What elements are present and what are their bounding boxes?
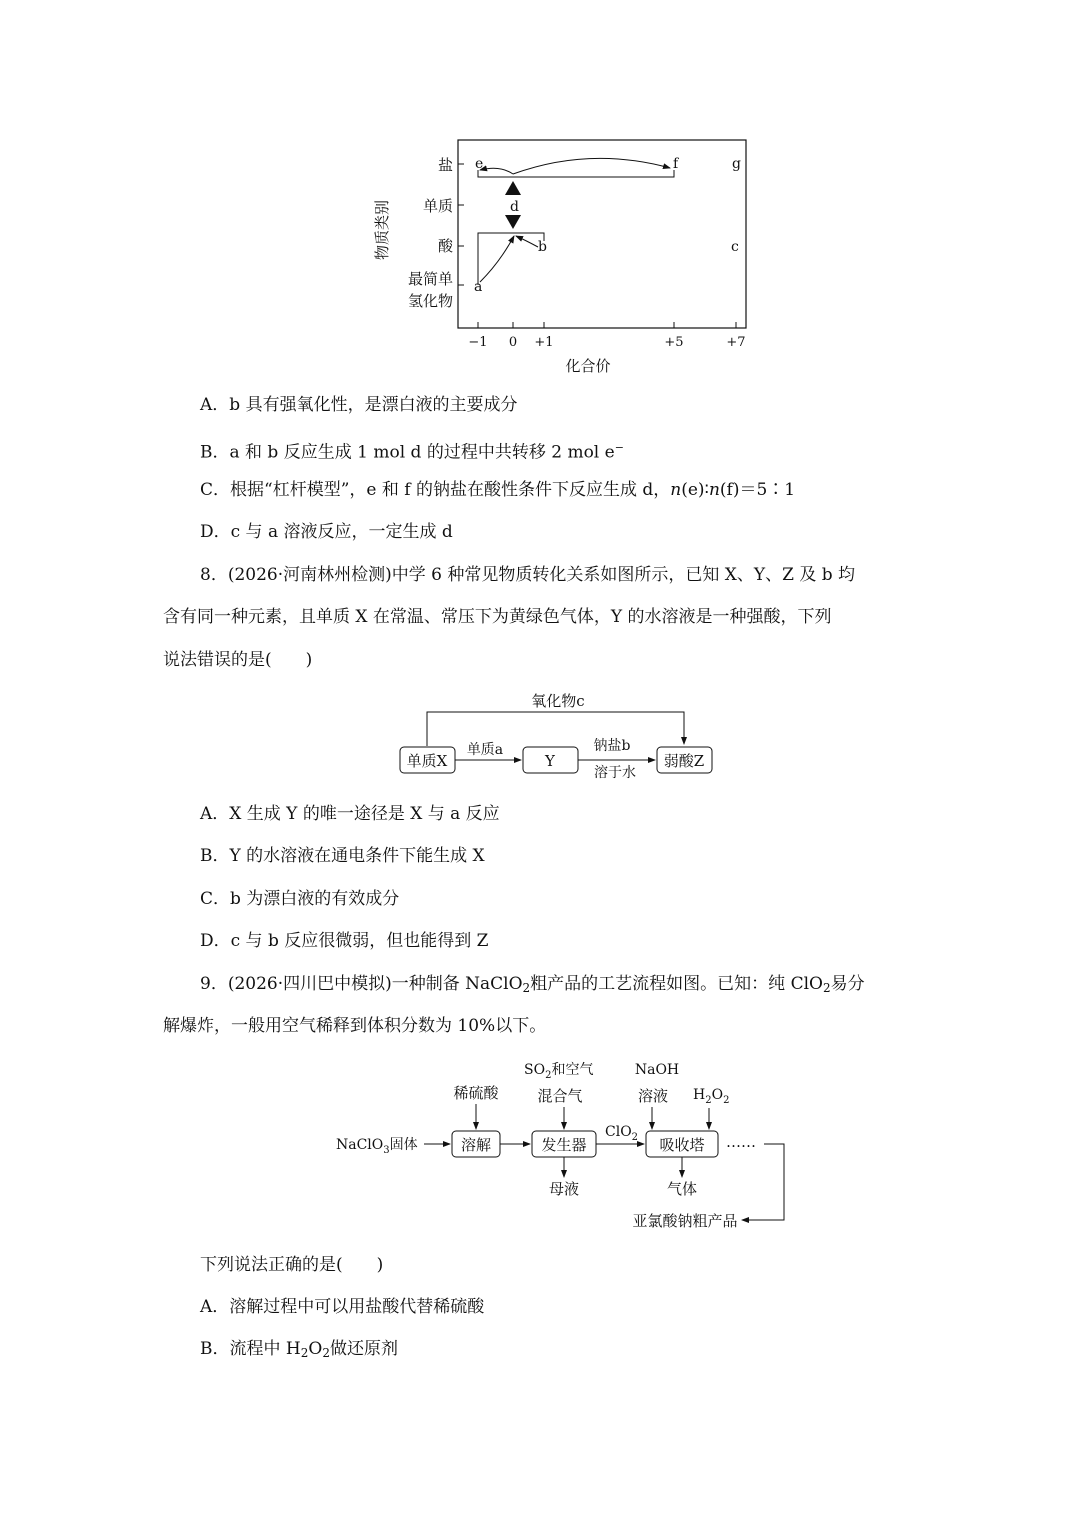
- q8-arrow-2-bottom: 溶于水: [594, 765, 636, 781]
- q8-stem-2: 含有同一种元素，且单质 X 在常温、常压下为黄绿色气体，Y 的水溶液是一种强酸，下列: [163, 607, 832, 627]
- x-tick-p1: +1: [534, 335, 554, 350]
- q8-box-y-label: Y: [545, 752, 555, 770]
- flow-start: NaClO$_3$固体: [336, 1137, 418, 1156]
- x-tick-m1: −1: [468, 335, 488, 350]
- q7-c-post: (f)＝5∶1: [719, 480, 796, 500]
- q9-option-b: [200, 1338, 398, 1364]
- arc-a-to-d: [480, 236, 514, 282]
- point-d: d: [510, 199, 519, 215]
- arc-b-to-d: [516, 236, 538, 247]
- q7-option-a: A．b 具有强氧化性，是漂白液的主要成分: [200, 395, 518, 415]
- y-cat-acid: 酸: [437, 237, 453, 255]
- q9-b-sub1: 2: [300, 1346, 309, 1360]
- q7-b-text: B．a 和 b 反应生成 1 mol d 的过程中共转移 2 mol e: [200, 442, 615, 463]
- x-axis-title: 化合价: [565, 357, 611, 375]
- q9-process-flow: [330, 1052, 800, 1237]
- q8-option-b: B．Y 的水溶液在通电条件下能生成 X: [200, 846, 485, 866]
- q8-option-c: C．b 为漂白液的有效成分: [200, 889, 400, 909]
- x-tick-p7: +7: [726, 335, 746, 350]
- y-axis-title: 物质类别: [373, 199, 391, 261]
- q9-s1a: 9．(2026·四川巴中模拟)一种制备 NaClO: [200, 974, 523, 994]
- q8-option-d: D．c 与 b 反应很微弱，但也能得到 Z: [200, 931, 489, 951]
- point-g: g: [732, 156, 741, 172]
- flow-return-arrow: [742, 1144, 784, 1220]
- lever-arc-left: [480, 168, 513, 174]
- q7-option-b: [200, 437, 624, 464]
- q8-top-arrow: [427, 712, 684, 746]
- flow-reagent-3: NaOH: [634, 1062, 680, 1078]
- q7-c-mid: (e)∶: [681, 480, 709, 500]
- q8-arrow-1-label: 单质a: [466, 742, 504, 758]
- q7-c-pre: C．根据“杠杆模型”，e 和 f 的钠盐在酸性条件下反应生成 d，: [200, 480, 671, 500]
- x-tick-p5: +5: [664, 335, 684, 350]
- flow-reagent-4: $H_2O_2$: [693, 1087, 730, 1106]
- plot-frame: [458, 140, 746, 328]
- flow-mother-liquor: 母液: [548, 1180, 580, 1198]
- q9-s1-sub1: 2: [522, 981, 531, 995]
- q8-top-label: 氧化物c: [531, 692, 585, 710]
- flow-clo2-label: ClO$_2$: [605, 1124, 639, 1143]
- flow-gas: 气体: [666, 1180, 698, 1198]
- q9-s1b: 粗产品的工艺流程如图。已知：纯 ClO: [530, 974, 823, 994]
- triangle-down: [505, 215, 521, 229]
- q9-stem-1: [200, 973, 865, 999]
- y-cat-hydride-1: 最简单: [407, 270, 453, 288]
- flow-absorber-label: 吸收塔: [659, 1136, 705, 1154]
- y-cat-salt: 盐: [437, 156, 453, 174]
- flow-generator-label: 发生器: [541, 1136, 587, 1154]
- q7-option-c: [200, 479, 795, 501]
- q9-option-a: A．溶解过程中可以用盐酸代替稀硫酸: [200, 1297, 485, 1317]
- flow-dissolve-label: 溶解: [460, 1136, 492, 1154]
- triangle-up: [505, 181, 521, 195]
- y-cat-element: 单质: [422, 197, 453, 215]
- x-tick-0: 0: [508, 335, 518, 350]
- q8-conversion-diagram: [390, 686, 720, 782]
- y-cat-hydride-2: 氢化物: [407, 292, 453, 310]
- q8-box-x-label: 单质X: [406, 752, 448, 770]
- flow-reagent-3-line2: 溶液: [637, 1087, 669, 1105]
- q9-b-sub2: 2: [322, 1346, 330, 1360]
- flow-reagent-2: $SO_2$和空气: [524, 1062, 594, 1081]
- q9-question: 下列说法正确的是( ): [200, 1255, 384, 1275]
- point-b: b: [538, 239, 547, 255]
- point-a: a: [474, 279, 483, 295]
- valence-class-diagram: [360, 130, 780, 380]
- q9-b-post: 做还原剂: [329, 1339, 398, 1359]
- q9-b-pre: B．流程中 H: [200, 1339, 301, 1359]
- q9-s1c: 易分: [830, 974, 865, 994]
- q7-option-d: D．c 与 a 溶液反应，一定生成 d: [200, 522, 453, 542]
- q8-option-a: A．X 生成 Y 的唯一途径是 X 与 a 反应: [200, 804, 500, 824]
- q8-stem-1: 8．(2026·河南林州检测)中学 6 种常见物质转化关系如图所示，已知 X、Y、Z 及 b 均: [200, 565, 856, 585]
- flow-reagent-2-line2: 混合气: [537, 1087, 583, 1105]
- q8-arrow-2-top: 钠盐b: [593, 738, 631, 754]
- q7-c-n2: n: [708, 480, 720, 500]
- q7-b-sup: −: [614, 441, 624, 454]
- lever-arc-right: [513, 158, 670, 174]
- q9-s1-sub2: 2: [822, 981, 831, 995]
- flow-dots: ……: [726, 1133, 756, 1151]
- point-c: c: [731, 239, 739, 255]
- q8-stem-3: 说法错误的是( ): [163, 650, 313, 670]
- q7-c-n1: n: [670, 480, 682, 500]
- point-e: e: [475, 156, 484, 172]
- flow-reagent-1: 稀硫酸: [453, 1084, 499, 1102]
- q9-stem-2: 解爆炸，一般用空气稀释到体积分数为 10%以下。: [163, 1016, 547, 1036]
- flow-product: 亚氯酸钠粗产品: [632, 1212, 738, 1230]
- point-f: f: [673, 156, 679, 172]
- q9-b-mid: O: [308, 1339, 323, 1359]
- q8-box-z-label: 弱酸Z: [663, 752, 705, 770]
